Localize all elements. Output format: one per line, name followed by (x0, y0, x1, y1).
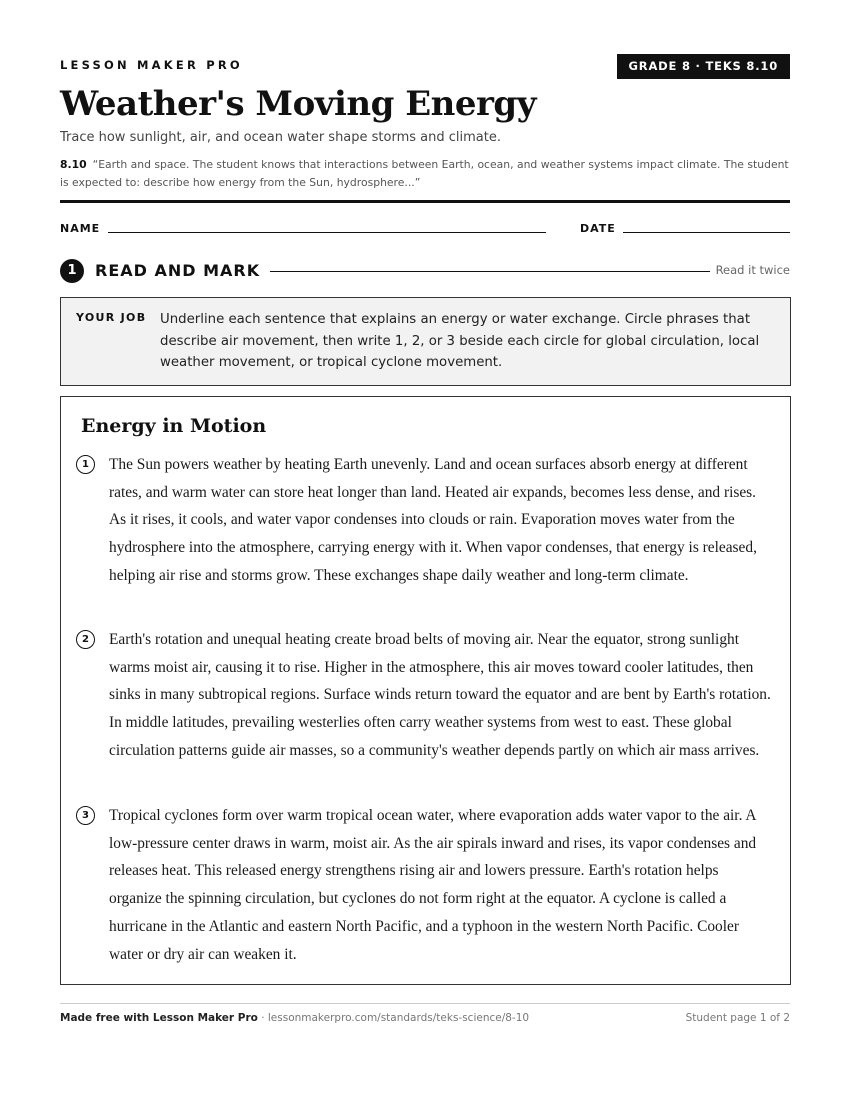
section-title: READ AND MARK (95, 261, 261, 280)
paragraph-text: Tropical cyclones form over warm tropical ocean water, where evaporation adds water vapor to the air. A low-pressure center draws in warm, moist air. As the air spirals inward and rises, its vapor condenses and releases heat. This released energy strengthens rising air and lowers pressure. Earth's rotation helps organize the spinning circulation, but cyclones do not form right at the equator. A cyclone is called a hurricane in the Atlantic and eastern North Pacific, and a typhoon in the western North Pacific. Cooler water or dry air can weaken it. (109, 807, 757, 963)
footer-url: · lessonmakerpro.com/standards/teks-science/8-10 (257, 1012, 530, 1024)
section-rule (270, 271, 710, 272)
worksheet-title: Weather's Moving Energy (60, 84, 536, 124)
date-label: DATE (580, 222, 616, 235)
name-label: NAME (60, 222, 101, 235)
passage-title: Energy in Motion (81, 415, 267, 437)
instructions-label: YOUR JOB (76, 311, 147, 324)
footer-page-number: Student page 1 of 2 (685, 1012, 790, 1024)
name-field[interactable] (108, 232, 546, 233)
worksheet-subtitle: Trace how sunlight, air, and ocean water shape storms and climate. (60, 130, 501, 145)
standard-description (60, 156, 790, 191)
paragraph-number: 1 (76, 455, 95, 474)
instructions-box (60, 297, 791, 386)
paragraph-text: The Sun powers weather by heating Earth unevenly. Land and ocean surfaces absorb energy at different rates, and warm water can store heat longer than land. Heated air expands, becomes less dense, and rises. As it rises, it cools, and water vapor condenses into clouds or rain. Evaporation moves water from the hydrosphere into the atmosphere, carrying energy with it. When vapor condenses, that energy is released, helping air rise and storms grow. These exchanges shape daily weather and long-term climate. (109, 456, 757, 584)
standard-text: “Earth and space. The student knows that interactions between Earth, ocean, and weather systems impact climate. The student is expected to: describe how energy from the Sun, hydrosphere...” (60, 158, 789, 189)
footer-made-with: Made free with Lesson Maker Pro (60, 1012, 258, 1024)
instructions-text: Underline each sentence that explains an energy or water exchange. Circle phrases that describe air movement, then write 1, 2, or 3 beside each circle for global circulation, local weather movement, or tropical cyclone movement. (160, 312, 760, 370)
section-note: Read it twice (715, 263, 790, 277)
date-field[interactable] (623, 232, 790, 233)
header-divider (60, 200, 790, 203)
standard-code: 8.10 (60, 158, 87, 171)
paragraph-number: 2 (76, 630, 95, 649)
grade-standard-badge: GRADE 8 · TEKS 8.10 (617, 54, 790, 79)
reading-passage (60, 396, 791, 985)
footer-credit (60, 1012, 529, 1024)
brand-name: LESSON MAKER PRO (60, 58, 243, 72)
paragraph-number: 3 (76, 806, 95, 825)
section-number-badge: 1 (60, 259, 84, 283)
footer-divider (60, 1003, 790, 1004)
paragraph-text: Earth's rotation and unequal heating create broad belts of moving air. Near the equator, strong sunlight warms moist air, causing it to rise. Higher in the atmosphere, this air moves toward cooler latitudes, then sinks in many subtropical regions. Surface winds return toward the equator and are bent by Earth's rotation. In middle latitudes, prevailing westerlies often carry weather systems from west to east. These global circulation patterns guide air masses, so a community's weather depends partly on which air mass arrives. (109, 631, 771, 759)
